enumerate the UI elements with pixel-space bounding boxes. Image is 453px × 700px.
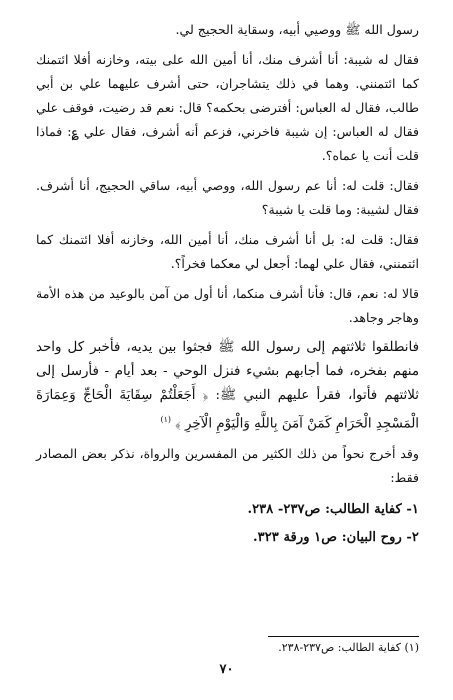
paragraph-ali-reply: قالا له: نعم، قال: فأنا أشرف منكما، أنا أول من آمن بالوعيد من هذه الأمة وهاجر وجاهد. — [36, 286, 419, 325]
paragraph-shaiba-dispute: فقال له شيبة: أنا أشرف منك، أنا أمين الله على بيته، وخازنه أفلا ائتمنك كما ائتمنني. وهما في ذلك يتشاجران، حتى أشرف عليهما علي بن أبي طالب، فقال له العباس: أفترضى بحكمه؟ قال: نعم قد رضيت، فوقف علي فقال له العباس: إن شيبة فاخرني، فزعم أنه أشرف، فقال علي ؏: فماذا قلت أنت يا عماه؟. — [36, 52, 419, 163]
footnote: (١) كفاية الطالب: ص٢٣٧-٢٣٨. — [278, 641, 419, 654]
footnote-divider — [268, 636, 419, 637]
paragraph-sources-intro: وقد أخرج نحواً من ذلك الكثير من المفسرين والرواة، نذكر بعض المصادر فقط: — [36, 446, 419, 486]
paragraph-abbas-reply: فقال: قلت له: أنا عم رسول الله، ووصي أبيه، ساقي الحجيج، أنا أشرف. فقال لشيبة: وما قلت يا شيبة؟ — [36, 178, 419, 217]
paragraph-continuation: رسول الله ﷺ ووصيي أبيه، وسقاية الحجيج لي. — [175, 22, 419, 37]
source-item-2: ٢- روح البيان: ص١ ورقة ٣٢٣. — [253, 530, 419, 546]
source-item-1: ١- كفاية الطالب: ص٢٣٧- ٢٣٨. — [247, 502, 419, 518]
paragraph-shaiba-reply: فقال: قلت له: بل أنا أشرف منك، أنا أمين الله، وخازنه أفلا ائتمنك كما ائتمنني، فقال علي لهما: أجعل لي معكما فخراً؟. — [36, 232, 419, 271]
footnote-reference: (١) — [160, 415, 171, 424]
page-number: ٧٠ — [219, 662, 234, 677]
revelation-text: فانطلقوا ثلاثتهم إلى رسول الله ﷺ فجثوا بين يديه، فأخبر كل واحد منهم بفخره، فما أجابهم بشيء فنزل الوحي - بعد أيام - فأرسل إلى ثلاثتهم فأتوا، فقرأ عليهم النبي ﷺ: ﴿ أَجَعَلْتُمْ سِقَايَةَ الْحَاجِّ وَعِمَارَةَ الْمَسْجِدِ الْحَرَامِ كَمَنْ آمَنَ بِاللَّهِ وَالْيَوْمِ الْآخِرِ ﴾ — [36, 340, 419, 432]
paragraph-revelation — [36, 336, 419, 436]
